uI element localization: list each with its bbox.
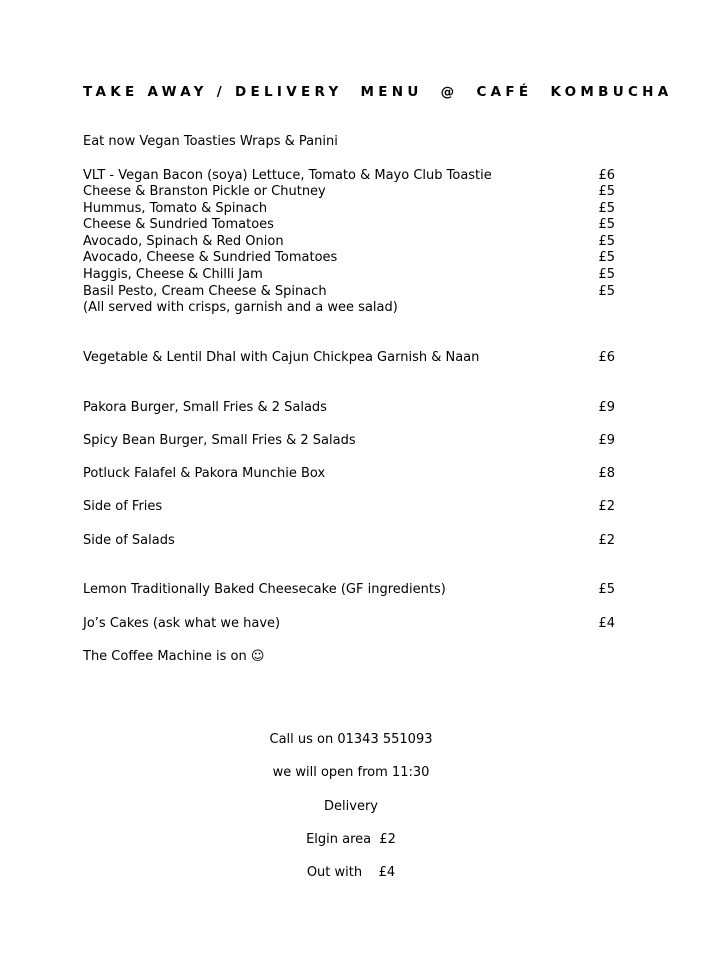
item-name: Basil Pesto, Cream Cheese & Spinach: [83, 284, 327, 299]
item-name: Lemon Traditionally Baked Cheesecake (GF ingredients): [83, 582, 446, 597]
item-name: Hummus, Tomato & Spinach: [83, 201, 268, 216]
item-name: Cheese & Branston Pickle or Chutney: [83, 184, 326, 199]
menu-title: TAKE AWAY / DELIVERY MENU @ CAFÉ KOMBUCHA: [83, 84, 673, 100]
toasties-note: (All served with crisps, garnish and a wee salad): [83, 300, 398, 315]
call-us-text: Call us on 01343 551093: [269, 732, 433, 747]
item-name: Potluck Falafel & Pakora Munchie Box: [83, 466, 326, 481]
opening-time-text: we will open from 11:30: [272, 765, 430, 780]
item-price: £5: [598, 201, 615, 216]
item-price: £5: [598, 184, 615, 199]
item-name: VLT - Vegan Bacon (soya) Lettuce, Tomato & Mayo Club Toastie: [83, 168, 492, 183]
item-price: £5: [598, 582, 615, 597]
item-name: Cheese & Sundried Tomatoes: [83, 217, 274, 232]
menu-item: [83, 216, 619, 234]
menu-item: [83, 581, 619, 599]
item-price: £5: [598, 217, 615, 232]
item-name: Pakora Burger, Small Fries & 2 Salads: [83, 400, 327, 415]
item-price: £6: [598, 168, 615, 183]
section-heading: Eat now Vegan Toasties Wraps & Panini: [83, 134, 338, 149]
item-name: Avocado, Spinach & Red Onion: [83, 234, 284, 249]
menu-item-dhal: [83, 349, 619, 367]
menu-item: [83, 532, 619, 550]
menu-item: [83, 183, 619, 201]
delivery-heading: Delivery: [324, 799, 378, 814]
item-name: Jo’s Cakes (ask what we have): [83, 616, 281, 631]
menu-item: [83, 465, 619, 483]
menu-item: [83, 615, 619, 633]
item-name: Spicy Bean Burger, Small Fries & 2 Salads: [83, 433, 356, 448]
delivery-outwith: Out with £4: [306, 865, 396, 880]
item-name: Avocado, Cheese & Sundried Tomatoes: [83, 250, 338, 265]
menu-item: [83, 498, 619, 516]
delivery-elgin: Elgin area £2: [306, 832, 396, 847]
item-name: Side of Salads: [83, 533, 175, 548]
item-name: Side of Fries: [83, 499, 163, 514]
item-price: £9: [598, 400, 615, 415]
item-price: £2: [598, 499, 615, 514]
item-price: £4: [598, 616, 615, 631]
item-price: £8: [598, 466, 615, 481]
item-price: £5: [598, 250, 615, 265]
item-name: Haggis, Cheese & Chilli Jam: [83, 267, 263, 282]
item-price: £6: [598, 350, 615, 365]
item-price: £5: [598, 284, 615, 299]
item-price: £5: [598, 234, 615, 249]
coffee-note: The Coffee Machine is on ☺: [83, 649, 265, 664]
item-price: £5: [598, 267, 615, 282]
item-price: £2: [598, 533, 615, 548]
item-name: Vegetable & Lentil Dhal with Cajun Chickpea Garnish & Naan: [83, 350, 480, 365]
menu-item: [83, 249, 619, 267]
item-price: £9: [598, 433, 615, 448]
menu-item: [83, 432, 619, 450]
menu-item: [83, 266, 619, 284]
menu-item: [83, 399, 619, 417]
